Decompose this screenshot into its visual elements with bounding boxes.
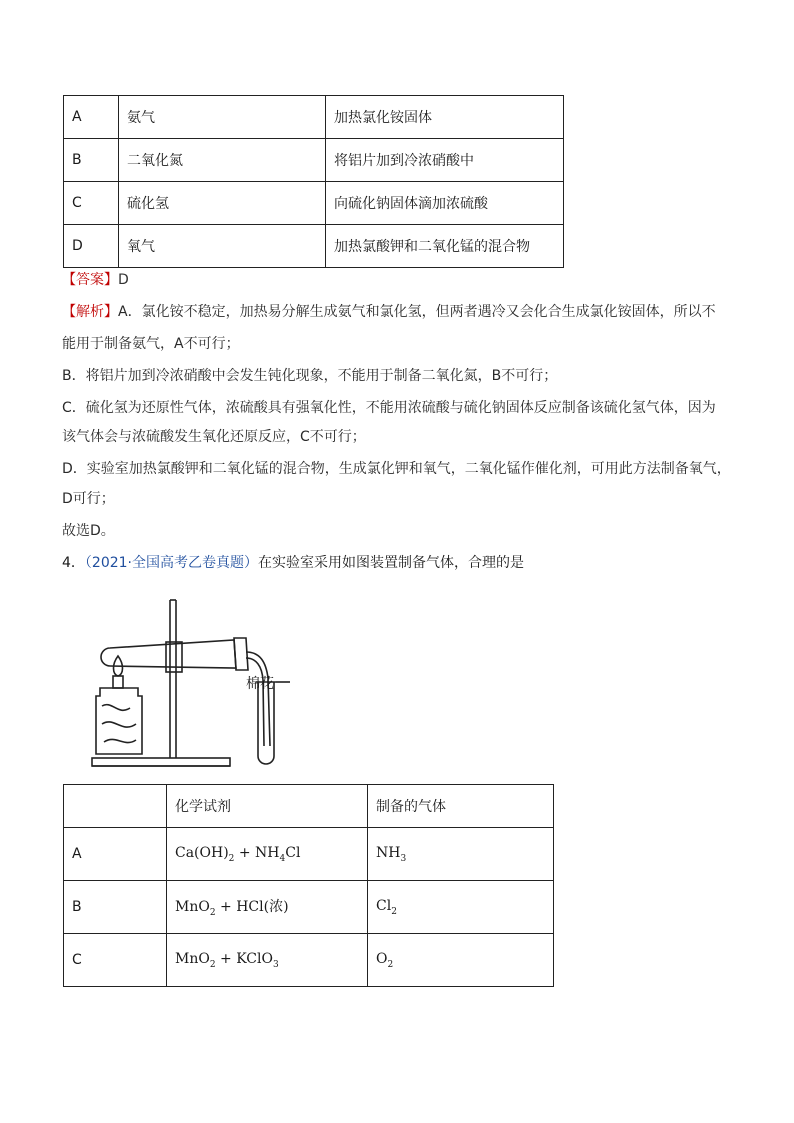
reagent-formula: $Ca(OH)_2 + NH_4Cl$ xyxy=(167,828,368,881)
option-cell: C xyxy=(64,934,167,987)
gas-cell: 氨气 xyxy=(119,96,326,139)
explanation-tag: 【解析】 xyxy=(62,304,118,320)
question-number: 4． xyxy=(62,555,85,571)
explanation-line-7: D可行； xyxy=(62,491,115,507)
table-row xyxy=(64,828,554,881)
question-text: 在实验室采用如图装置制备气体，合理的是 xyxy=(258,555,525,571)
answer-tag: 【答案】 xyxy=(62,272,118,288)
option-cell: D xyxy=(64,225,119,268)
explanation-line-4: C．硫化氢为还原性气体，浓硫酸具有强氧化性，不能用浓硫酸与硫化钠固体反应制备该硫化氢气体，因为 xyxy=(62,400,716,416)
answer-line xyxy=(62,270,129,290)
header-cell-reagents: 化学试剂 xyxy=(167,785,368,828)
question-source: （2021·全国高考乙卷真题） xyxy=(84,555,259,571)
lamp-texture xyxy=(102,705,136,743)
gas-formula: $NH_3$ xyxy=(368,828,554,881)
apparatus-figure xyxy=(88,596,318,772)
gas-cell: 氧气 xyxy=(119,225,326,268)
answer-value: D xyxy=(118,272,129,288)
explanation-text: A．氯化铵不稳定，加热易分解生成氨气和氯化氢，但两者遇冷又会化合生成氯化铵固体，所以不 xyxy=(118,304,716,320)
table-header-row xyxy=(64,785,554,828)
table-row xyxy=(64,139,564,182)
explanation-line-3: B．将铝片加到冷浓硝酸中会发生钝化现象，不能用于制备二氧化氮，B不可行； xyxy=(62,368,558,384)
cotton-label: 棉花 xyxy=(246,676,274,692)
reagent-table xyxy=(63,784,554,987)
method-cell: 将铝片加到冷浓硝酸中 xyxy=(326,139,564,182)
question-4-stem xyxy=(62,553,524,573)
method-cell: 向硫化钠固体滴加浓硫酸 xyxy=(326,182,564,225)
explanation-line-2: 能用于制备氨气，A不可行； xyxy=(62,336,240,352)
reagent-formula: MnO$_2$ + HCl(浓) xyxy=(167,881,368,934)
table-row xyxy=(64,881,554,934)
header-cell xyxy=(64,785,167,828)
explanation-line-6: D．实验室加热氯酸钾和二氧化锰的混合物，生成氯化钾和氧气，二氧化锰作催化剂，可用此方法制备氧气， xyxy=(62,461,731,477)
explanation-line-1 xyxy=(62,302,716,322)
gas-cell: 硫化氢 xyxy=(119,182,326,225)
table-row xyxy=(64,96,564,139)
gas-formula: $O_2$ xyxy=(368,934,554,987)
option-cell: A xyxy=(64,828,167,881)
gas-preparation-table xyxy=(63,95,564,268)
gas-formula: $Cl_2$ xyxy=(368,881,554,934)
option-cell: A xyxy=(64,96,119,139)
option-cell: C xyxy=(64,182,119,225)
table-row xyxy=(64,934,554,987)
collecting-tube xyxy=(258,682,274,764)
lamp-wick-holder xyxy=(113,676,123,688)
option-cell: B xyxy=(64,139,119,182)
alcohol-lamp xyxy=(96,688,142,754)
table-row xyxy=(64,182,564,225)
gas-cell: 二氧化氮 xyxy=(119,139,326,182)
explanation-line-8: 故选D。 xyxy=(62,523,115,539)
method-cell: 加热氯酸钾和二氧化锰的混合物 xyxy=(326,225,564,268)
option-cell: B xyxy=(64,881,167,934)
explanation-line-5: 该气体会与浓硫酸发生氧化还原反应，C不可行； xyxy=(62,429,366,445)
stopper xyxy=(234,638,248,670)
method-cell: 加热氯化铵固体 xyxy=(326,96,564,139)
reagent-formula: MnO$_2$ + KClO$_3$ xyxy=(167,934,368,987)
table-row xyxy=(64,225,564,268)
header-cell-gas: 制备的气体 xyxy=(368,785,554,828)
stand-base xyxy=(92,758,230,766)
